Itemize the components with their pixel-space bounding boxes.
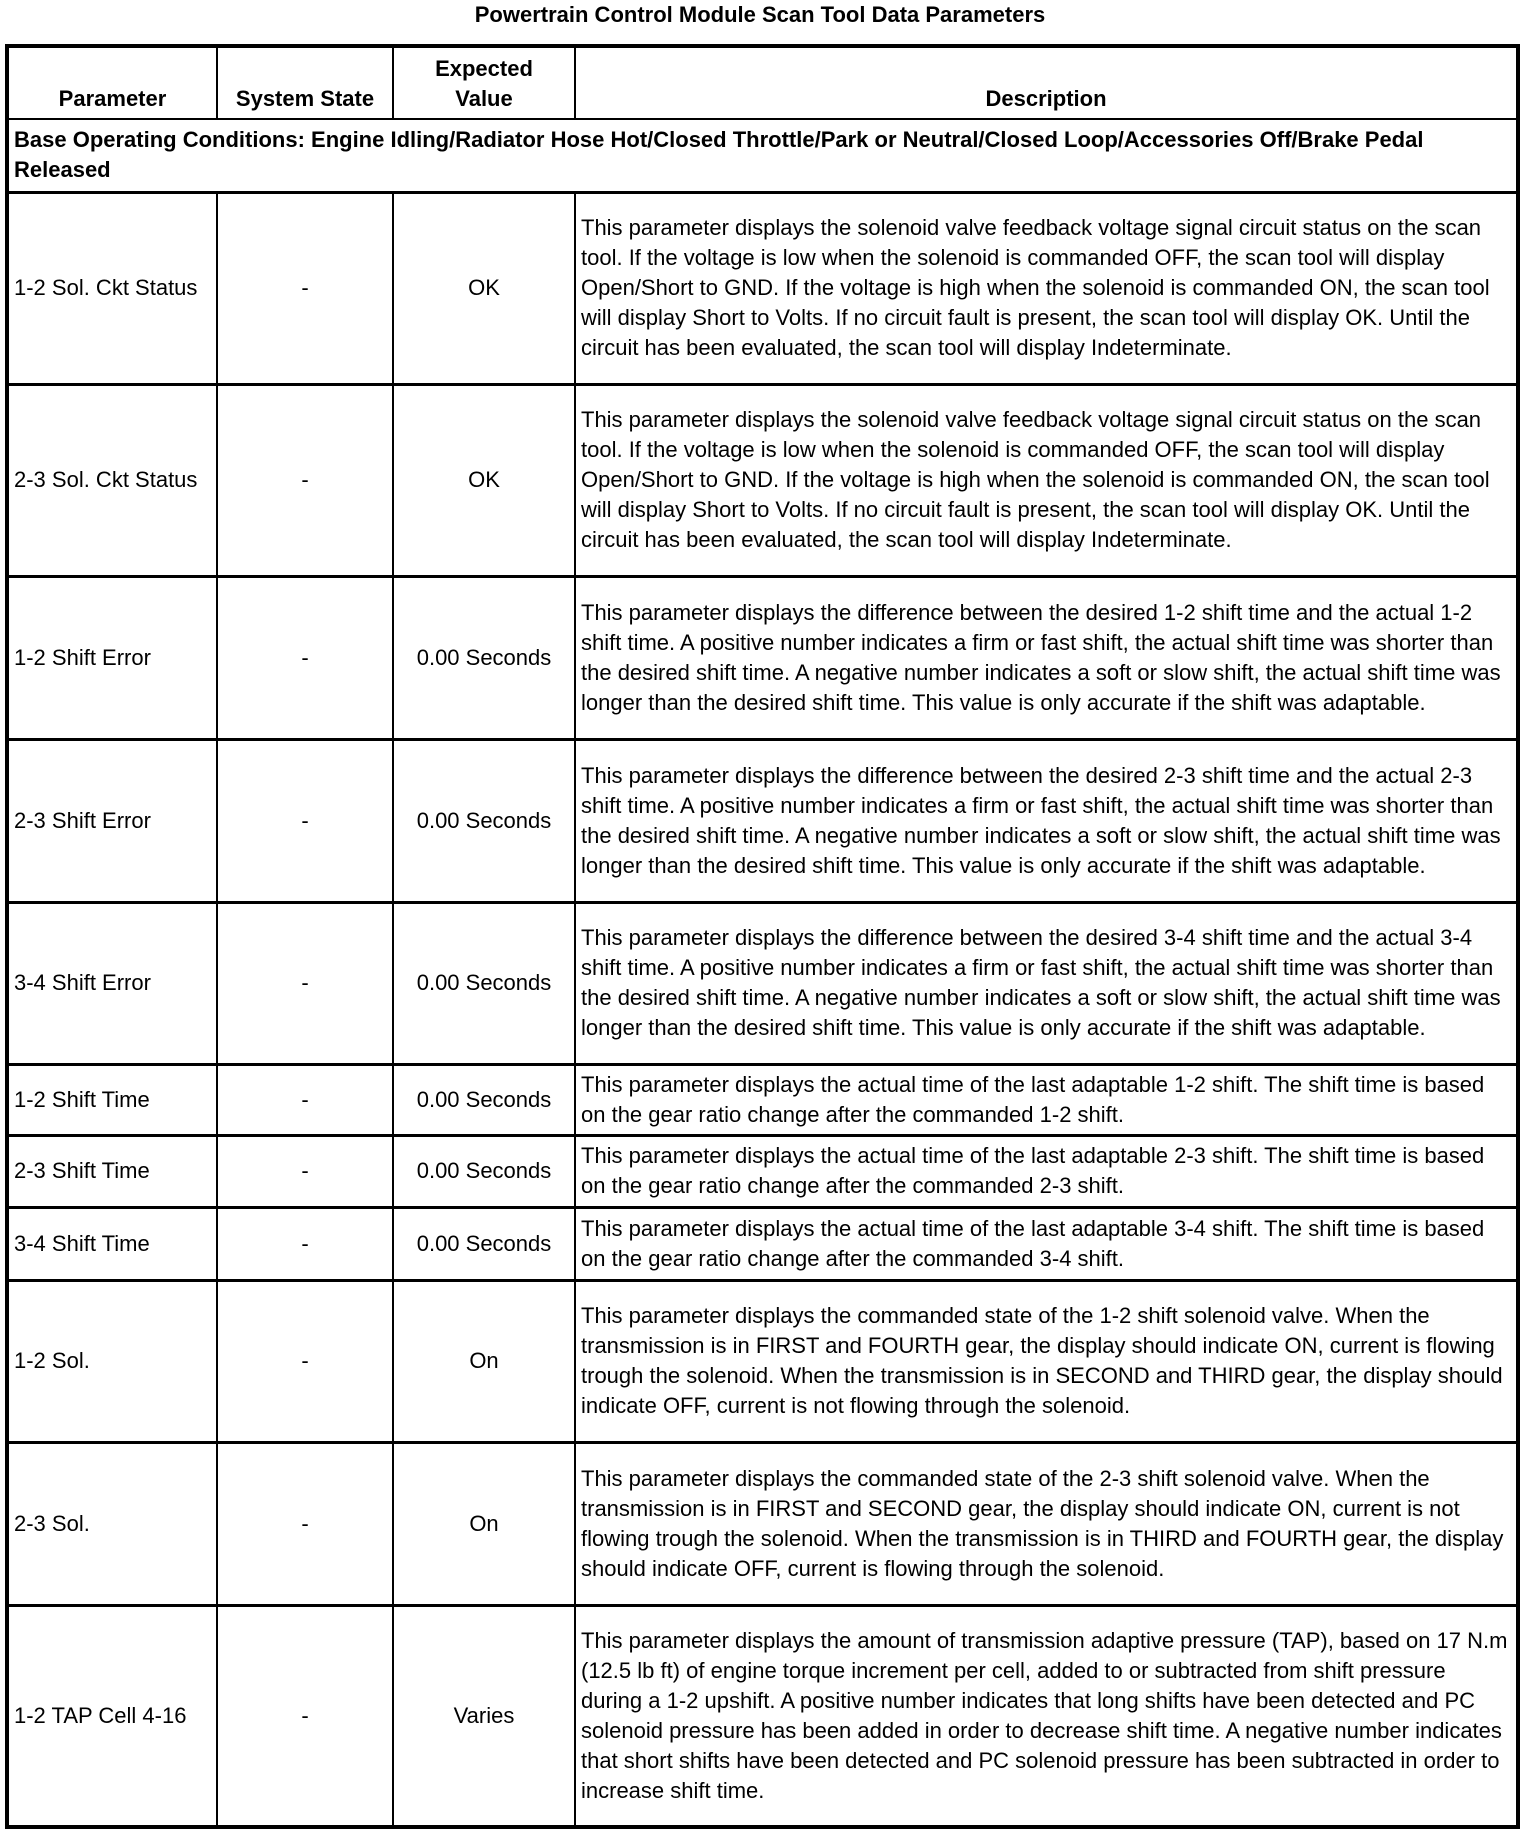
description: This parameter displays the solenoid valve feedback voltage signal circuit status on the scan tool. If the voltage is low when the solenoid is commanded OFF, the scan tool will display Open/Short to GND. If the voltage is high when the solenoid is commanded ON, the scan tool will display Short to Volts. If no circuit fault is present, the scan tool will display OK. Until the circuit has been evaluated, the scan tool will display Indeterminate. bbox=[575, 384, 1518, 576]
expected-value: 0.00 Seconds bbox=[393, 1064, 575, 1135]
table-row bbox=[7, 1064, 1518, 1135]
description: This parameter displays the actual time of the last adaptable 3-4 shift. The shift time is based on the gear ratio change after the commanded 3-4 shift. bbox=[575, 1207, 1518, 1280]
table-row bbox=[7, 1442, 1518, 1605]
system-state: - bbox=[217, 384, 393, 576]
parameter-name: 2-3 Shift Time bbox=[7, 1135, 217, 1207]
expected-value: Varies bbox=[393, 1605, 575, 1827]
parameter-name: 1-2 Sol. Ckt Status bbox=[7, 192, 217, 384]
table-row bbox=[7, 576, 1518, 739]
description: This parameter displays the difference between the desired 1-2 shift time and the actual 1-2 shift time. A positive number indicates a firm or fast shift, the actual shift time was shorter than the desired shift time. A negative number indicates a soft or slow shift, the actual shift time was longer than the desired shift time. This value is only accurate if the shift was adaptable. bbox=[575, 576, 1518, 739]
column-header-parameter: Parameter bbox=[7, 46, 217, 119]
system-state: - bbox=[217, 1135, 393, 1207]
system-state: - bbox=[217, 1280, 393, 1442]
system-state: - bbox=[217, 902, 393, 1064]
base-conditions-row bbox=[7, 119, 1518, 192]
parameter-name: 1-2 TAP Cell 4-16 bbox=[7, 1605, 217, 1827]
column-header-system-state: System State bbox=[217, 46, 393, 119]
table-row bbox=[7, 739, 1518, 902]
column-header-description: Description bbox=[575, 46, 1518, 119]
system-state: - bbox=[217, 1605, 393, 1827]
page-title: Powertrain Control Module Scan Tool Data Parameters bbox=[474, 2, 1046, 27]
base-operating-conditions: Base Operating Conditions: Engine Idling/Radiator Hose Hot/Closed Throttle/Park or Neutral/Closed Loop/Accessories Off/Brake Pedal Released bbox=[7, 119, 1518, 192]
parameter-name: 2-3 Sol. bbox=[7, 1442, 217, 1605]
parameter-name: 1-2 Sol. bbox=[7, 1280, 217, 1442]
expected-value: 0.00 Seconds bbox=[393, 902, 575, 1064]
system-state: - bbox=[217, 192, 393, 384]
system-state: - bbox=[217, 1442, 393, 1605]
parameter-name: 1-2 Shift Error bbox=[7, 576, 217, 739]
parameter-name: 1-2 Shift Time bbox=[7, 1064, 217, 1135]
table-row bbox=[7, 384, 1518, 576]
description: This parameter displays the actual time of the last adaptable 1-2 shift. The shift time is based on the gear ratio change after the commanded 1-2 shift. bbox=[575, 1064, 1518, 1135]
parameter-name: 3-4 Shift Time bbox=[7, 1207, 217, 1280]
expected-value: 0.00 Seconds bbox=[393, 1135, 575, 1207]
description: This parameter displays the commanded state of the 1-2 shift solenoid valve. When the transmission is in FIRST and FOURTH gear, the display should indicate ON, current is flowing trough the solenoid. When the transmission is in SECOND and THIRD gear, the display should indicate OFF, current is not flowing through the solenoid. bbox=[575, 1280, 1518, 1442]
expected-value: OK bbox=[393, 384, 575, 576]
description: This parameter displays the actual time of the last adaptable 2-3 shift. The shift time is based on the gear ratio change after the commanded 2-3 shift. bbox=[575, 1135, 1518, 1207]
expected-value: OK bbox=[393, 192, 575, 384]
parameter-name: 2-3 Shift Error bbox=[7, 739, 217, 902]
description: This parameter displays the difference between the desired 2-3 shift time and the actual 2-3 shift time. A positive number indicates a firm or fast shift, the actual shift time was shorter than the desired shift time. A negative number indicates a soft or slow shift, the actual shift time was longer than the desired shift time. This value is only accurate if the shift was adaptable. bbox=[575, 739, 1518, 902]
expected-value: 0.00 Seconds bbox=[393, 739, 575, 902]
system-state: - bbox=[217, 576, 393, 739]
description: This parameter displays the difference between the desired 3-4 shift time and the actual 3-4 shift time. A positive number indicates a firm or fast shift, the actual shift time was shorter than the desired shift time. A negative number indicates a soft or slow shift, the actual shift time was longer than the desired shift time. This value is only accurate if the shift was adaptable. bbox=[575, 902, 1518, 1064]
parameter-name: 2-3 Sol. Ckt Status bbox=[7, 384, 217, 576]
expected-value: 0.00 Seconds bbox=[393, 576, 575, 739]
expected-line2: Value bbox=[455, 86, 513, 111]
expected-value: On bbox=[393, 1442, 575, 1605]
description: This parameter displays the commanded state of the 2-3 shift solenoid valve. When the transmission is in FIRST and SECOND gear, the display should indicate ON, current is not flowing trough the solenoid. When the transmission is in THIRD and FOURTH gear, the display should indicate OFF, current is flowing through the solenoid. bbox=[575, 1442, 1518, 1605]
column-header-expected-value bbox=[393, 46, 575, 119]
scan-tool-parameters-table bbox=[5, 44, 1520, 1829]
description: This parameter displays the amount of transmission adaptive pressure (TAP), based on 17 N.m (12.5 lb ft) of engine torque increment per cell, added to or subtracted from shift pressure during a 1-2 upshift. A positive number indicates that long shifts have been detected and PC solenoid pressure has been added in order to decrease shift time. A negative number indicates that short shifts have been detected and PC solenoid pressure has been subtracted in order to increase shift time. bbox=[575, 1605, 1518, 1827]
table-row bbox=[7, 1207, 1518, 1280]
system-state: - bbox=[217, 1064, 393, 1135]
parameter-name: 3-4 Shift Error bbox=[7, 902, 217, 1064]
expected-value: On bbox=[393, 1280, 575, 1442]
table-row bbox=[7, 1280, 1518, 1442]
system-state: - bbox=[217, 739, 393, 902]
table-row bbox=[7, 192, 1518, 384]
expected-value: 0.00 Seconds bbox=[393, 1207, 575, 1280]
description: This parameter displays the solenoid valve feedback voltage signal circuit status on the scan tool. If the voltage is low when the solenoid is commanded OFF, the scan tool will display Open/Short to GND. If the voltage is high when the solenoid is commanded ON, the scan tool will display Short to Volts. If no circuit fault is present, the scan tool will display OK. Until the circuit has been evaluated, the scan tool will display Indeterminate. bbox=[575, 192, 1518, 384]
table-row bbox=[7, 1135, 1518, 1207]
table-row bbox=[7, 902, 1518, 1064]
table-row bbox=[7, 1605, 1518, 1827]
expected-line1: Expected bbox=[435, 56, 533, 81]
system-state: - bbox=[217, 1207, 393, 1280]
header-row bbox=[7, 46, 1518, 119]
